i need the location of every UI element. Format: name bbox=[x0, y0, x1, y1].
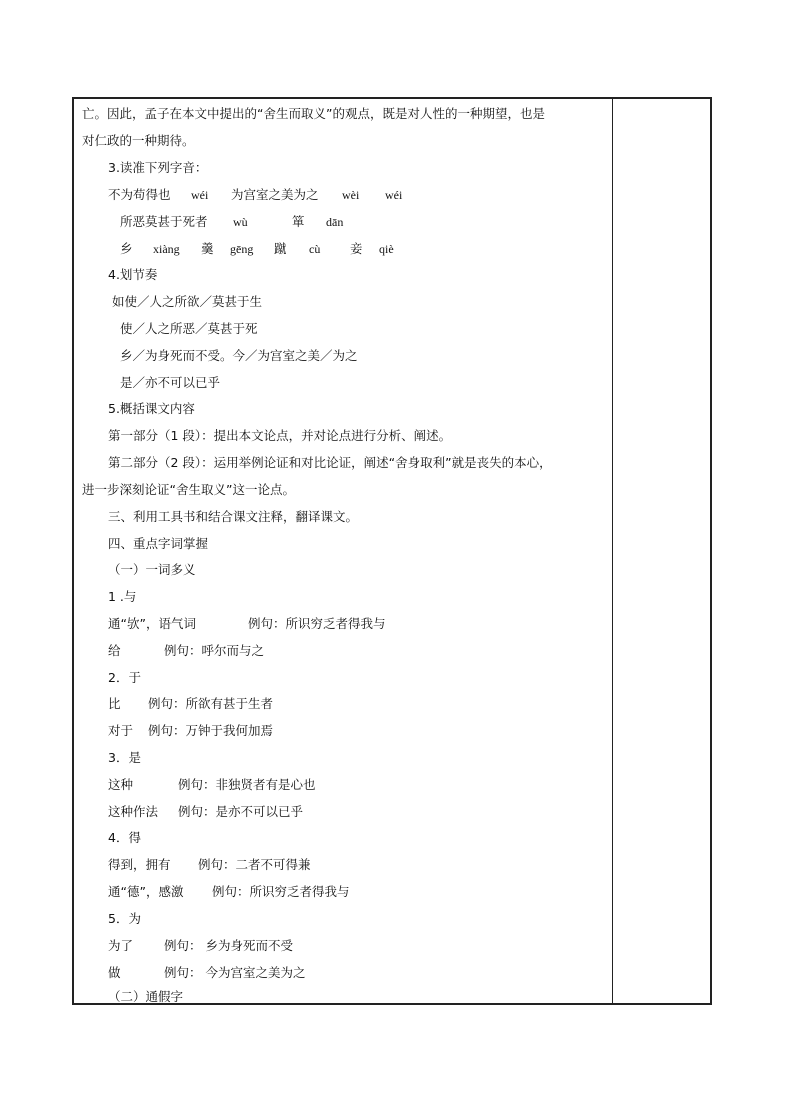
rhythm-line: 是／亦不可以已乎 bbox=[120, 375, 221, 390]
intro-line-1: 亡。因此，孟子在本文中提出的“舍生而取义”的观点，既是对人性的一种期望，也是 bbox=[82, 106, 545, 121]
pron-row1-phrase: 不为苟得也 bbox=[108, 187, 171, 202]
rhythm-heading: 4.划节奏 bbox=[108, 267, 158, 282]
polysemy-example: 例句：是亦不可以已乎 bbox=[178, 804, 304, 819]
pron-row2-pinyin-1: wù bbox=[233, 215, 248, 229]
pron-row2-char: 箪 bbox=[292, 214, 305, 229]
polysemy-word: 1 .与 bbox=[108, 589, 137, 604]
polysemy-meaning: 做 bbox=[108, 965, 121, 980]
polysemy-example: 例句： 今为宫室之美为之 bbox=[164, 965, 306, 980]
section-3-heading: 三、利用工具书和结合课文注释，翻译课文。 bbox=[108, 509, 359, 524]
pron-row1-pinyin-2: wèi bbox=[342, 188, 360, 202]
polysemy-meaning: 这种 bbox=[108, 777, 134, 792]
intro-line-2: 对仁政的一种期待。 bbox=[82, 133, 195, 148]
pron-row3-pinyin-1: xiàng bbox=[153, 242, 180, 256]
polysemy-word: 3．是 bbox=[108, 750, 141, 765]
polysemy-meaning: 这种作法 bbox=[108, 804, 159, 819]
pron-row2-pinyin-2: dān bbox=[326, 215, 344, 229]
content-cell bbox=[74, 99, 612, 1003]
summary-part-1: 第一部分（1 段）：提出本文论点，并对论点进行分析、阐述。 bbox=[108, 428, 452, 443]
polysemy-meaning: 通“德”，感激 bbox=[108, 884, 184, 899]
summary-heading: 5.概括课文内容 bbox=[108, 401, 195, 416]
pron-row3-pinyin-4: qiè bbox=[379, 242, 394, 256]
pron-row1-pinyin-1: wéi bbox=[191, 188, 209, 202]
pron-row1-pinyin-3: wéi bbox=[385, 188, 403, 202]
polysemy-heading: （一）一词多义 bbox=[108, 562, 196, 577]
pron-row1-phrase-2: 为宫室之美为之 bbox=[231, 187, 319, 202]
polysemy-word: 4．得 bbox=[108, 830, 141, 845]
rhythm-line: 如使／人之所欲／莫甚于生 bbox=[112, 294, 263, 309]
summary-part-2-line-2: 进一步深刻论证“舍生取义”这一论点。 bbox=[82, 482, 295, 497]
pron-row3-char-1: 乡 bbox=[120, 241, 133, 256]
rhythm-line: 使／人之所恶／莫甚于死 bbox=[120, 321, 258, 336]
lesson-table bbox=[72, 97, 712, 1005]
polysemy-meaning: 对于 bbox=[108, 723, 134, 738]
pronunciation-heading: 3.读准下列字音： bbox=[108, 160, 208, 175]
tongjia-heading: （二）通假字 bbox=[108, 989, 184, 1004]
polysemy-meaning: 得到，拥有 bbox=[108, 857, 171, 872]
pron-row3-pinyin-2: gēng bbox=[230, 242, 254, 256]
pron-row3-char-4: 妾 bbox=[350, 241, 363, 256]
section-4-heading: 四、重点字词掌握 bbox=[108, 536, 209, 551]
polysemy-word: 5．为 bbox=[108, 911, 141, 926]
polysemy-example: 例句：二者不可得兼 bbox=[198, 857, 311, 872]
rhythm-line: 乡／为身死而不受。今／为宫室之美／为之 bbox=[120, 348, 358, 363]
polysemy-example: 例句：非独贤者有是心也 bbox=[178, 777, 316, 792]
polysemy-example: 例句：所欲有甚于生者 bbox=[148, 696, 274, 711]
summary-part-2-line-1: 第二部分（2 段）：运用举例论证和对比论证，阐述“舍身取利”就是丧失的本心， bbox=[108, 455, 552, 470]
polysemy-example: 例句：呼尔而与之 bbox=[164, 643, 265, 658]
pron-row3-pinyin-3: cù bbox=[309, 242, 321, 256]
pron-row3-char-3: 蹴 bbox=[274, 241, 287, 256]
polysemy-example: 例句：所识穷乏者得我与 bbox=[248, 616, 386, 631]
polysemy-meaning: 为了 bbox=[108, 938, 134, 953]
polysemy-example: 例句： 乡为身死而不受 bbox=[164, 938, 293, 953]
pron-row2-phrase: 所恶莫甚于死者 bbox=[120, 214, 208, 229]
polysemy-meaning: 通“欤”，语气词 bbox=[108, 616, 196, 631]
polysemy-word: 2．于 bbox=[108, 670, 141, 685]
polysemy-meaning: 比 bbox=[108, 696, 121, 711]
polysemy-example: 例句：万钟于我何加焉 bbox=[148, 723, 274, 738]
notes-cell bbox=[613, 99, 710, 1003]
pron-row3-char-2: 羹 bbox=[201, 241, 214, 256]
polysemy-example: 例句：所识穷乏者得我与 bbox=[212, 884, 350, 899]
polysemy-meaning: 给 bbox=[108, 643, 121, 658]
